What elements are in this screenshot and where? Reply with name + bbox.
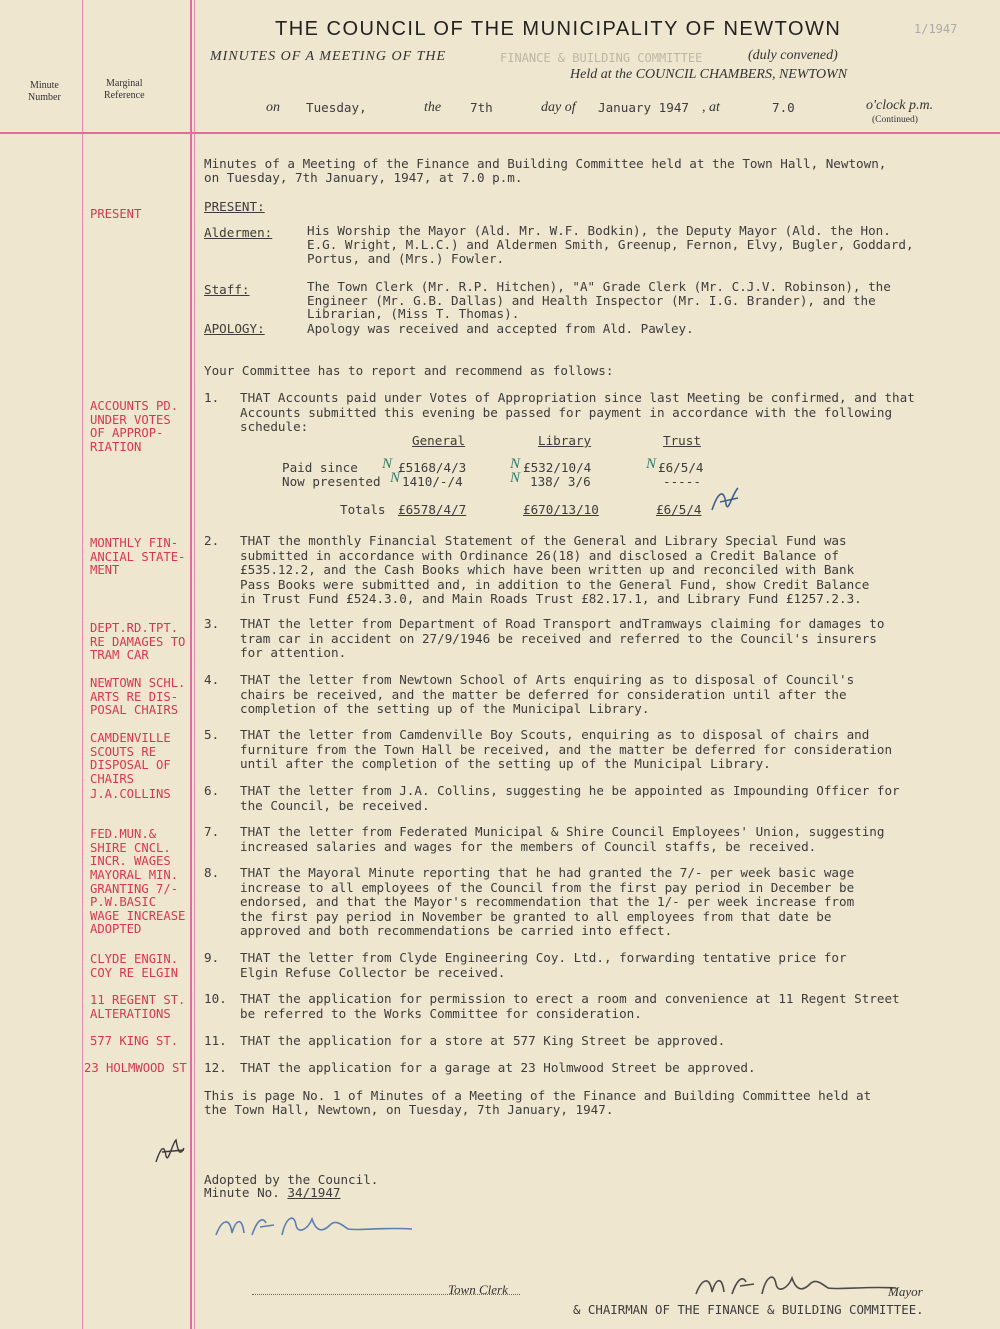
tick-mark: N — [646, 456, 657, 472]
item-8: 8. THAT the Mayoral Minute reporting that he had granted the 7/- per week basic wage increase to all employees of the Council from the first pay period in December be endorsed, and that the Mayor's recommendation that the 1/- per week increase from the first pay period in November be granted to all employees from that date be approved and both recommendations be carried into effect. — [204, 865, 855, 939]
item-12: 12. THAT the application for a garage at 23 Holmwood Street be approved. — [204, 1060, 756, 1075]
adoption-signature — [212, 1205, 422, 1251]
adoption-line-1: Adopted by the Council. — [204, 1172, 379, 1187]
day-of-label: day of — [541, 100, 576, 115]
schedule-paid-trust: £6/5/4 — [658, 460, 704, 475]
margin-item-2: MONTHLY FIN- ANCIAL STATE- MENT — [90, 536, 186, 578]
margin-item-10: 11 REGENT ST. ALTERATIONS — [90, 993, 186, 1021]
margin-rule-right — [190, 0, 192, 1329]
item-4: 4. THAT the letter from Newtown School of Arts enquiring as to disposal of Council's chairs be received, and the matter be deferred for consideration until after the completion of the setting up of the Municipal Library. — [204, 672, 855, 717]
aldermen-line-1: His Worship the Mayor (Ald. Mr. W.F. Bodkin), the Deputy Mayor (Ald. the Hon. — [307, 223, 891, 238]
item-3: 3. THAT the letter from Department of Road Transport andTramways claiming for damages to tram car in accident on 27/9/1946 be received and referred to the Council's insurers for attention. — [204, 616, 885, 661]
aldermen-line-3: Portus, and (Mrs.) Fowler. — [307, 251, 505, 266]
apology-text: Apology was received and accepted from Ald. Pawley. — [307, 321, 694, 336]
schedule-row-now-label: Now presented — [282, 474, 381, 489]
item-7: 7. THAT the letter from Federated Municipal & Shire Council Employees' Union, suggesting increased salaries and wages for the members of Council staffs, be received. — [204, 824, 885, 854]
duly-convened: (duly convened) — [748, 48, 838, 63]
aldermen-label: Aldermen: — [204, 225, 273, 240]
tick-mark: N — [510, 470, 521, 486]
aldermen-line-2: E.G. Wright, M.L.C.) and Aldermen Smith, Greenup, Fernon, Elvy, Bugler, Goddard, — [307, 237, 914, 252]
initials-mark — [150, 1134, 190, 1170]
mayor-label: Mayor — [888, 1284, 923, 1299]
col-minute-number: Minute Number — [28, 80, 61, 103]
present-heading: PRESENT: — [204, 199, 265, 214]
schedule-now-general: 1410/-/4 — [402, 474, 463, 489]
margin-item-1: ACCOUNTS PD. UNDER VOTES OF APPROP- RIATION — [90, 399, 179, 454]
schedule-row-totals-label: Totals — [340, 502, 386, 517]
margin-item-12: 23 HOLMWOOD ST — [84, 1061, 187, 1075]
header-rule — [0, 132, 1000, 134]
schedule-header-general: General — [412, 433, 466, 448]
schedule-now-library: 138/ 3/6 — [530, 474, 591, 489]
meeting-month-year: January 1947 — [598, 100, 689, 115]
item-2: 2. THAT the monthly Financial Statement of the General and Library Special Fund was submitted in accordance with Ordinance 26(18) and disclosed a Credit Balance of £535.12.2, and the Cash Books which have been written up and reconciled with Bank Pass Books were submitted and, in addition to the General Fund, show Credit Balance in Trust Fund £524.3.0, and Main Roads Trust £82.17.1, and Library Fund £1257.2.3. — [204, 533, 870, 607]
staff-label: Staff: — [204, 282, 250, 297]
council-title: THE COUNCIL OF THE MUNICIPALITY OF NEWTOWN — [275, 18, 842, 40]
staff-line-2: Engineer (Mr. G.B. Dallas) and Health Inspector (Mr. I.G. Brander), and the — [307, 293, 876, 308]
col-marginal-reference: Marginal Reference — [104, 78, 145, 101]
committee-name: FINANCE & BUILDING COMMITTEE — [500, 51, 703, 65]
intro-line-2: on Tuesday, 7th January, 1947, at 7.0 p.m. — [204, 170, 523, 185]
initials-mark — [708, 484, 744, 518]
report-intro: Your Committee has to report and recommend as follows: — [204, 363, 614, 378]
minutes-of-label: MINUTES OF A MEETING OF THE — [210, 49, 447, 64]
adoption-minute-no: 34/1947 — [287, 1185, 341, 1200]
margin-item-9: CLYDE ENGIN. COY RE ELGIN — [90, 952, 179, 980]
adoption-line-2: Minute No. 34/1947 — [204, 1185, 341, 1200]
on-label: on — [266, 100, 280, 115]
item-9: 9. THAT the letter from Clyde Engineering Coy. Ltd., forwarding tentative price for Elgin Refuse Collector be received. — [204, 950, 847, 980]
held-at: Held at the COUNCIL CHAMBERS, NEWTOWN — [570, 67, 848, 82]
margin-item-3: DEPT.RD.TPT. RE DAMAGES TO TRAM CAR — [90, 621, 186, 663]
margin-item-4: NEWTOWN SCHL. ARTS RE DIS- POSAL CHAIRS — [90, 676, 186, 718]
schedule-now-trust: ----- — [663, 474, 701, 489]
intro-line-1: Minutes of a Meeting of the Finance and Building Committee held at the Town Hall, Newtown, — [204, 156, 887, 171]
signature-mark — [212, 1205, 422, 1247]
page-note-line-1: This is page No. 1 of Minutes of a Meeting of the Finance and Building Committee held at — [204, 1088, 872, 1103]
staff-line-3: Librarian, (Miss T. Thomas). — [307, 306, 520, 321]
schedule-header-library: Library — [538, 433, 592, 448]
schedule-paid-library: £532/10/4 — [523, 460, 592, 475]
meeting-day: Tuesday, — [306, 100, 367, 115]
schedule-row-paid-label: Paid since — [282, 460, 358, 475]
item-11: 11. THAT the application for a store at 577 King Street be approved. — [204, 1033, 726, 1048]
tick-mark: N — [390, 470, 401, 486]
margin-item-8: MAYORAL MIN. GRANTING 7/- P.W.BASIC WAGE INCREASE ADOPTED — [90, 868, 186, 937]
margin-rule-left — [82, 0, 83, 1329]
schedule-total-general: £6578/4/7 — [398, 502, 467, 517]
apology-label: APOLOGY: — [204, 321, 265, 336]
margin-item-5: CAMDENVILLE SCOUTS RE DISPOSAL OF CHAIRS — [90, 731, 171, 786]
item-5: 5. THAT the letter from Camdenville Boy Scouts, enquiring as to disposal of chairs and furniture from the Town Hall be received, and the matter be deferred for consideration until after the completion of the setting up of the Municipal Library. — [204, 727, 893, 772]
item-10: 10. THAT the application for permission to erect a room and convenience at 11 Regent Street be referred to the Works Committee for consideration. — [204, 991, 900, 1021]
signature-mark — [690, 1262, 900, 1306]
tick-mark: N — [382, 456, 393, 472]
continued-label: (Continued) — [872, 115, 918, 125]
margin-initials — [150, 1134, 190, 1170]
town-clerk-label: Town Clerk — [448, 1282, 508, 1297]
schedule-total-trust: £6/5/4 — [656, 502, 702, 517]
page-ref: 1/1947 — [914, 22, 958, 36]
item-6: 6. THAT the letter from J.A. Collins, suggesting he be appointed as Impounding Officer for the Council, be received. — [204, 783, 900, 813]
chairman-line: & CHAIRMAN OF THE FINANCE & BUILDING COMMITTEE. — [573, 1302, 924, 1317]
at-label: , at — [702, 100, 720, 115]
margin-item-6: J.A.COLLINS — [90, 787, 171, 801]
oclock-label: o'clock p.m. — [866, 98, 934, 113]
margin-rule-right-inner — [194, 0, 195, 1329]
margin-item-11: 577 KING ST. — [90, 1034, 179, 1048]
schedule-paid-general: £5168/4/3 — [398, 460, 467, 475]
tick-mark: N — [510, 456, 521, 472]
item-1: 1. THAT Accounts paid under Votes of Appropriation since last Meeting be confirmed, and that Accounts submitted this evening be passed for payment in accordance with the following schedule: — [204, 390, 915, 435]
the-label: the — [424, 100, 442, 115]
margin-item-7: FED.MUN.& SHIRE CNCL. INCR. WAGES — [90, 827, 171, 869]
staff-line-1: The Town Clerk (Mr. R.P. Hitchen), "A" Grade Clerk (Mr. C.J.V. Robinson), the — [307, 279, 891, 294]
meeting-date: 7th — [470, 100, 493, 115]
schedule-total-library: £670/13/10 — [523, 502, 599, 517]
page-note-line-2: the Town Hall, Newtown, on Tuesday, 7th January, 1947. — [204, 1102, 614, 1117]
meeting-time: 7.0 — [772, 100, 795, 115]
schedule-header-trust: Trust — [663, 433, 701, 448]
margin-present: PRESENT — [90, 207, 142, 221]
